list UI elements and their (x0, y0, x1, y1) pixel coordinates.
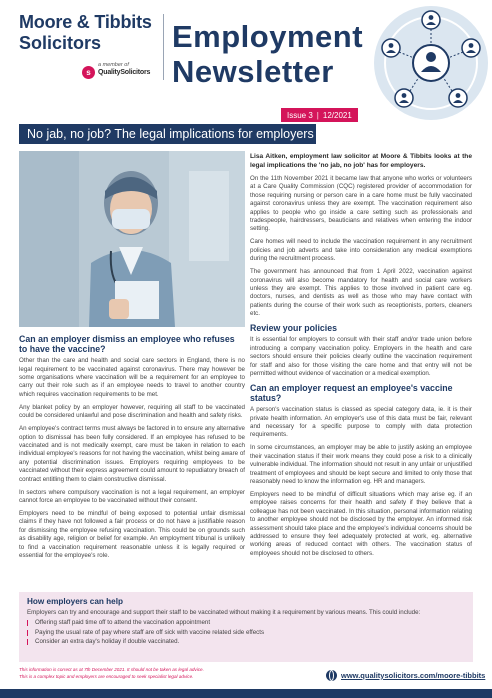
paragraph: On the 11th November 2021 it became law that anyone who works or volunteers at a Care Quality Commission (CQC) registered provider of accommodation for those requiring nursing or person care in a care home must be fully vaccinated against coronavirus unless they are exempt. The vaccination requirement also applies to people who go inside a care setting such as professionals and tradespeople, hairdressers, beauticians and relatives when entering the indoor setting. (250, 174, 472, 233)
disclaimer-line-1: This information is correct as at 7th December 2021. It should not be taken as legal advice. (19, 667, 204, 672)
paragraph: In some circumstances, an employer may be able to justify asking an employee their vaccination status if their work means they could pose a risk to a clinically vulnerable individual. The information should not result in any unfair or unjustified treatment of employees and should be kept secure and limited to only those that reasonably need to know the information eg. HR and managers. (250, 444, 472, 485)
article-lead: Lisa Aitken, employment law solicitor at Moore & Tibbits looks at the legal implications the 'no jab, no job' has for employers. (250, 153, 472, 169)
website-url[interactable]: www.qualitysolicitors.com/moore-tibbits (341, 671, 486, 680)
article-headline: No jab, no job? The legal implications for employers (19, 124, 316, 144)
paragraph: An employee's contract terms must always be factored in to ensure any alternative option to dismissal has been fully considered. If an employee has refused to be vaccinated and is not medically exempt, care must be taken in relation to each individual employee's reasons for not having the vaccination, whilst being aware of any potential discrimination issues. Employers requiring employees to be vaccinated without their express agreement could amount to repudiatory breach of contract entitling them to claim constructive dismissal. (19, 425, 245, 483)
qs-mark-icon: s (82, 66, 95, 79)
firm-subtitle: Solicitors (19, 33, 102, 53)
paragraph: In sectors where compulsory vaccination is not a legal requirement, an employer cannot force an employee to be vaccinated without their consent. (19, 488, 245, 505)
paragraph: A person's vaccination status is classed as special category data, ie. it is their private health information. An employer's use of this data must be fair, relevant and necessary for a specific purpose to comply with data protection requirements. (250, 406, 472, 439)
left-column (19, 331, 245, 565)
issue-date: 12/2021 (322, 110, 352, 120)
title-line-1: Employment (172, 19, 364, 54)
tips-box (19, 592, 473, 662)
firm-name: Moore & Tibbits (19, 12, 152, 32)
paragraph: Employers need to be mindful of being exposed to potential unfair dismissal claims if they have not followed a fair process or do not have a justifiable reason for dismissing the employee refusing vaccination. This could be on grounds such as disability age, religion or belief for example. An employment tribunal is unlikely to find a vaccination requirement reasonable unless it is legally required or essential for the employee's role. (19, 509, 245, 560)
list-item: Offering staff paid time off to attend the vaccination appointment (27, 619, 465, 626)
paragraph: Other than the care and health and social care sectors in England, there is no legal requirement to be vaccinated against coronavirus. There may however be some organisations where vaccination will be a requirement for an employee to carry out their role such as if an employee needs to travel to another country which requires vaccination requirements to be met. (19, 357, 245, 398)
tips-title: How employers can help (27, 597, 124, 606)
disclaimer (19, 667, 279, 680)
tips-list (27, 619, 465, 645)
globe-icon (326, 670, 337, 681)
firm-logo (19, 13, 152, 52)
issue-number: Issue 3 (287, 110, 313, 120)
issue-separator: | (316, 110, 319, 120)
nurse-photo (19, 151, 245, 327)
section-heading-dismiss: Can an employer dismiss an employee who refuses to have the vaccine? (19, 334, 235, 355)
header-divider (163, 14, 164, 80)
newsletter-title (172, 20, 363, 89)
title-line-2: Newsletter (172, 53, 334, 89)
paragraph: It is essential for employers to consult with their staff and/or trade union before introducing a company vaccination policy. Employers in the health and care sectors should ensure their policies clearly outline the vaccination requirement for staff and also for those visiting the care home and that entry will not be permitted without evidence of vaccination or a medical exemption. (250, 336, 472, 377)
footer-bar (0, 689, 492, 698)
paragraph: Care homes will need to include the vaccination requirement in any recruitment policies and job adverts and take into consideration any medical exemptions during the recruitment process. (250, 238, 472, 263)
paragraph: The government has announced that from 1 April 2022, vaccination against coronavirus will also become mandatory for health and social care workers unless they are exempt. This applies to those involved in patient care eg. doctors, nurses, and dentists as well as those who may have contact with patients during the course of their work such as receptionists, porters, cleaners etc. (250, 268, 472, 318)
section-heading-review: Review your policies (250, 323, 338, 334)
newsletter-header (0, 0, 492, 122)
right-column (250, 153, 472, 563)
tips-intro: Employers can try and encourage and support their staff to be vaccinated without making it a requirement by various means. This could include: (27, 609, 421, 616)
section-heading-vaccine-status: Can an employer request an employee's vaccine status? (250, 382, 453, 403)
list-item: Consider an extra day's holiday if double vaccinated. (27, 638, 465, 645)
member-text: a member of (98, 62, 129, 68)
disclaimer-line-2: This is a complex topic and employers are encouraged to seek specialist legal advice. (19, 673, 194, 679)
quality-solicitors-logo (82, 66, 150, 79)
qs-name: QualitySolicitors (98, 69, 151, 76)
people-network-icon (372, 4, 490, 122)
issue-badge (281, 108, 358, 122)
website-link[interactable] (326, 670, 485, 681)
paragraph: Employers need to be mindful of difficult situations which may arise eg. if an employee raises concerns for their health and safety if they believe that a colleague has not been vaccinated. In this situation, personal information relating to another employee should not be disclosed by the employer. An informed risk assessment should take place and the employee's individual concerns should be addressed to ensure they feel adequately protected at work, eg. alternative working areas of reduced contact with others. The vaccination status of employees should not be disclosed to others. (250, 490, 472, 557)
list-item: Paying the usual rate of pay where staff are off sick with vaccine related side effects (27, 629, 465, 636)
paragraph: Any blanket policy by an employer however, requiring all staff to be vaccinated could be considered unlawful and pose discrimination and health and safety risks. (19, 403, 245, 420)
